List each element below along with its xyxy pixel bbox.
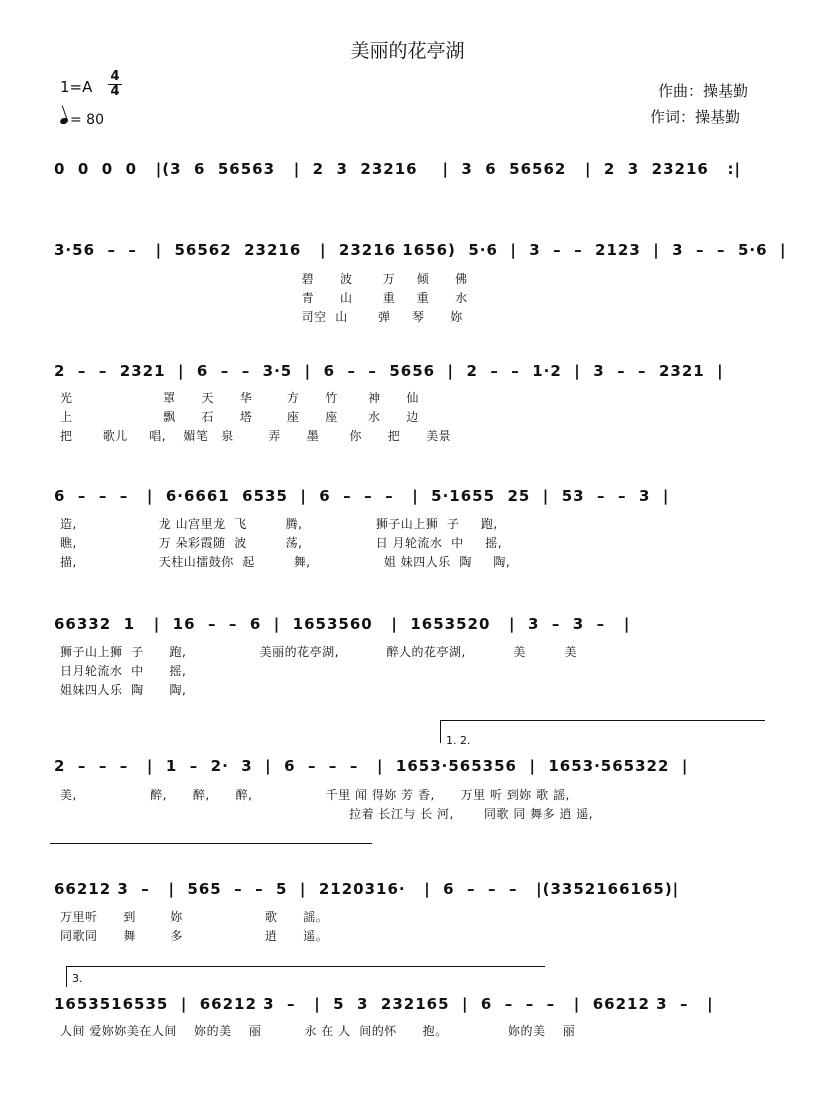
volta-bracket-first bbox=[440, 720, 765, 743]
notation-line-6: 2 – – – | 1 – 2· 3 | 6 – – – | 1653·565356 | 1653·565322 | bbox=[54, 757, 689, 775]
lyric-line: 造, 龙 山宫里龙 飞 腾, 狮子山上狮 子 跑, bbox=[60, 517, 498, 531]
tempo-marking bbox=[60, 112, 104, 128]
lyric-line: 青 山 重 重 水 bbox=[60, 291, 468, 305]
quarter-note-icon bbox=[59, 117, 69, 125]
lyric-line: 瞧, 万 朵彩霞随 波 荡, 日 月轮流水 中 摇, bbox=[60, 536, 503, 550]
lyric-line: 光 罩 天 华 方 竹 神 仙 bbox=[60, 391, 419, 405]
volta-label-third: 3. bbox=[72, 972, 83, 985]
section-divider bbox=[50, 843, 372, 844]
lyric-line: 司空 山 弹 琴 妳 bbox=[60, 310, 463, 324]
lyric-line: 同歌同 舞 多 逍 遥。 bbox=[60, 929, 329, 943]
key-signature: 1=A bbox=[60, 78, 93, 96]
lyric-line: 姐妹四人乐 陶 陶, bbox=[60, 683, 187, 697]
lyricist-credit: 作词：操基勤 bbox=[650, 108, 741, 126]
notation-line-5: 66332 1 | 16 – – 6 | 1653560 | 1653520 | 3 – 3 – | bbox=[54, 615, 631, 633]
lyric-line: 描, 天柱山擂鼓你 起 舞, 姐 妹四人乐 陶 陶, bbox=[60, 555, 511, 569]
notation-line-7: 66212 3 – | 565 – – 5 | 2120316· | 6 – – – |(3352166165)| bbox=[54, 880, 680, 898]
notation-line-3: 2 – – 2321 | 6 – – 3·5 | 6 – – 5656 | 2 – – 1·2 | 3 – – 2321 | bbox=[54, 362, 724, 380]
time-signature-top: 4 bbox=[110, 69, 120, 84]
lyric-line: 日月轮流水 中 摇, bbox=[60, 664, 187, 678]
time-signature bbox=[108, 70, 122, 99]
lyric-line: 上 飘 石 塔 座 座 水 边 bbox=[60, 410, 419, 424]
time-signature-bottom: 4 bbox=[108, 84, 122, 99]
lyric-line: 碧 波 万 倾 佛 bbox=[60, 272, 468, 286]
notation-line-1: 0 0 0 0 |(3 6 56563 | 2 3 23216 | 3 6 56562 | 2 3 23216 :| bbox=[54, 160, 742, 178]
tempo-value: = 80 bbox=[70, 112, 104, 128]
volta-bracket-third bbox=[66, 966, 545, 987]
notation-line-8: 1653516535 | 66212 3 – | 5 3 232165 | 6 – – – | 66212 3 – | bbox=[54, 995, 714, 1013]
lyric-line: 狮子山上狮 子 跑, 美丽的花亭湖, 醉人的花亭湖, 美 美 bbox=[60, 645, 578, 659]
notation-line-4: 6 – – – | 6·6661 6535 | 6 – – – | 5·1655 25 | 53 – – 3 | bbox=[54, 487, 670, 505]
song-title: 美丽的花亭湖 bbox=[350, 40, 465, 62]
lyric-line: 人间 爱妳妳美在人间 妳的美 丽 永 在 人 间的怀 抱。 妳的美 丽 bbox=[60, 1024, 576, 1038]
lyric-line: 把 歌儿 唱, 媚笔 泉 弄 墨 你 把 美景 bbox=[60, 429, 452, 443]
volta-label-first: 1. 2. bbox=[446, 734, 471, 747]
lyric-line: 拉着 长江与 长 河, 同歌 同 舞多 逍 遥, bbox=[60, 807, 594, 821]
composer-credit: 作曲：操基勤 bbox=[658, 82, 749, 100]
notation-line-2: 3·56 – – | 56562 23216 | 23216 1656) 5·6 | 3 – – 2123 | 3 – – 5·6 | bbox=[54, 241, 787, 259]
lyric-line: 美, 醉, 醉, 醉, 千里 闻 得妳 芳 香, 万里 听 到妳 歌 謡, bbox=[60, 788, 570, 802]
lyric-line: 万里听 到 妳 歌 謡。 bbox=[60, 910, 329, 924]
